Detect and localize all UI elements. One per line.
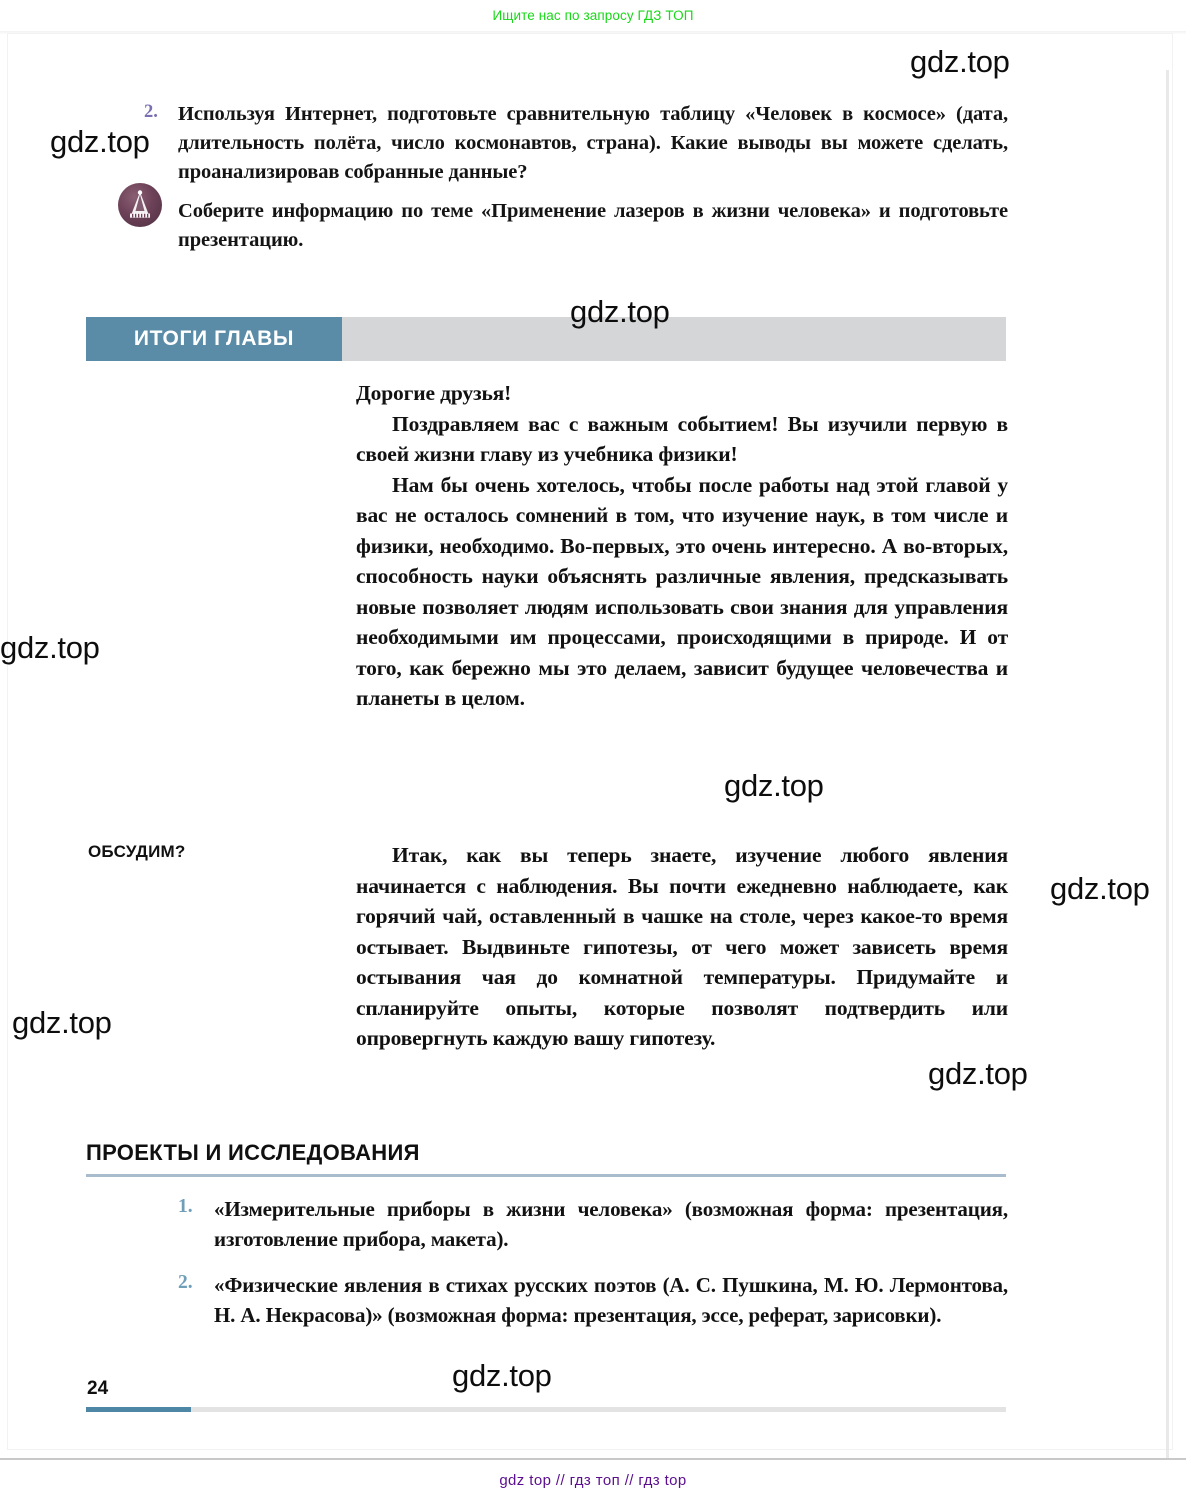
project-item	[178, 1194, 1008, 1254]
greeting-salutation: Дорогие друзья!	[356, 381, 512, 405]
project-text: «Измерительные приборы в жизни человека» (возможная форма: презентация, изготовление прибора, макета).	[214, 1197, 1008, 1251]
projects-heading: ПРОЕКТЫ И ИССЛЕДОВАНИЯ	[86, 1140, 420, 1165]
watermark: gdz.top	[50, 124, 150, 159]
watermark: gdz.top	[570, 294, 670, 329]
exercise-item	[78, 197, 1008, 255]
chapter-summary-label: ИТОГИ ГЛАВЫ	[133, 327, 295, 350]
exercise-icon-slot	[78, 100, 144, 110]
watermark: gdz.top	[452, 1358, 552, 1393]
page-footer-rule	[86, 1407, 1006, 1412]
project-number: 2.	[178, 1272, 193, 1293]
compass-icon	[118, 183, 162, 227]
watermark: gdz.top	[12, 1005, 112, 1040]
exercise-text: Соберите информацию по теме «Применение лазеров в жизни человека» и подготовьте презентацию.	[178, 200, 1008, 251]
greeting-paragraph-2: Нам бы очень хотелось, чтобы после работы над этой главой у вас не осталось сомнений в том, что изучение наук, в том числе и физики, необходимо. Во-первых, это очень интересно. А во-вторых, способность науки объяснять различные явления, предсказывать новые позволяет людям использовать свои знания для управления необходимыми им процессами, происходящими в природе. И от того, как бережно мы это делаем, зависит будущее человечества и планеты в целом.	[356, 472, 1008, 710]
greeting-paragraph-1: Поздравляем вас с важным событием! Вы изучили первую в своей жизни главу из учебника физики!	[356, 411, 1008, 466]
chapter-summary-text	[356, 378, 1008, 714]
banner-blue-band	[86, 317, 342, 361]
exercise-icon-slot	[78, 197, 144, 207]
page-number: 24	[87, 1378, 109, 1399]
exercise-list	[78, 100, 1008, 265]
textbook-page-sheet	[8, 34, 1172, 1449]
project-text: «Физические явления в стихах русских поэтов (А. С. Пушкина, М. Ю. Лермонтова, Н. А. Некрасова)» (возможная форма: презентация, эссе, реферат, зарисовки).	[214, 1273, 1008, 1327]
discuss-text	[356, 840, 1008, 1054]
watermark: gdz.top	[724, 768, 824, 803]
watermark: gdz.top	[928, 1056, 1028, 1091]
discuss-label: ОБСУДИМ?	[88, 842, 186, 861]
promo-bar	[0, 0, 1186, 31]
exercise-text: Используя Интернет, подготовьте сравнительную таблицу «Человек в космосе» (дата, длительность полёта, число космонавтов, страна). Какие выводы вы можете сделать, проанализировав собранные данные?	[178, 103, 1008, 183]
discuss-paragraph: Итак, как вы теперь знаете, изучение любого явления начинается с наблюдения. Вы почти ежедневно наблюдаете, как горячий чай, оставленный в чашке на столе, через какое-то время остывает. Выдвиньте гипотезы, от чего может зависеть время остывания чая до комнатной температуры. Придумайте и спланируйте опыты, которые позволят подтвердить или опровергнуть каждую вашу гипотезу.	[356, 843, 1008, 1050]
site-footer	[0, 1460, 1186, 1501]
watermark: gdz.top	[1050, 871, 1150, 906]
project-number: 1.	[178, 1196, 193, 1217]
exercise-number: 2.	[144, 102, 158, 122]
watermark: gdz.top	[0, 630, 100, 665]
chapter-summary-banner	[86, 317, 1006, 361]
projects-list	[178, 1194, 1008, 1346]
promo-text: Ищите нас по запросу ГДЗ ТОП	[492, 8, 694, 23]
page-content	[8, 34, 1172, 1449]
watermark: gdz.top	[910, 44, 1010, 79]
exercise-item	[78, 100, 1008, 187]
project-item	[178, 1270, 1008, 1330]
site-footer-text: gdz top // гдз топ // гдз top	[499, 1472, 687, 1489]
page-footer-accent	[86, 1407, 191, 1412]
projects-divider	[86, 1174, 1006, 1177]
